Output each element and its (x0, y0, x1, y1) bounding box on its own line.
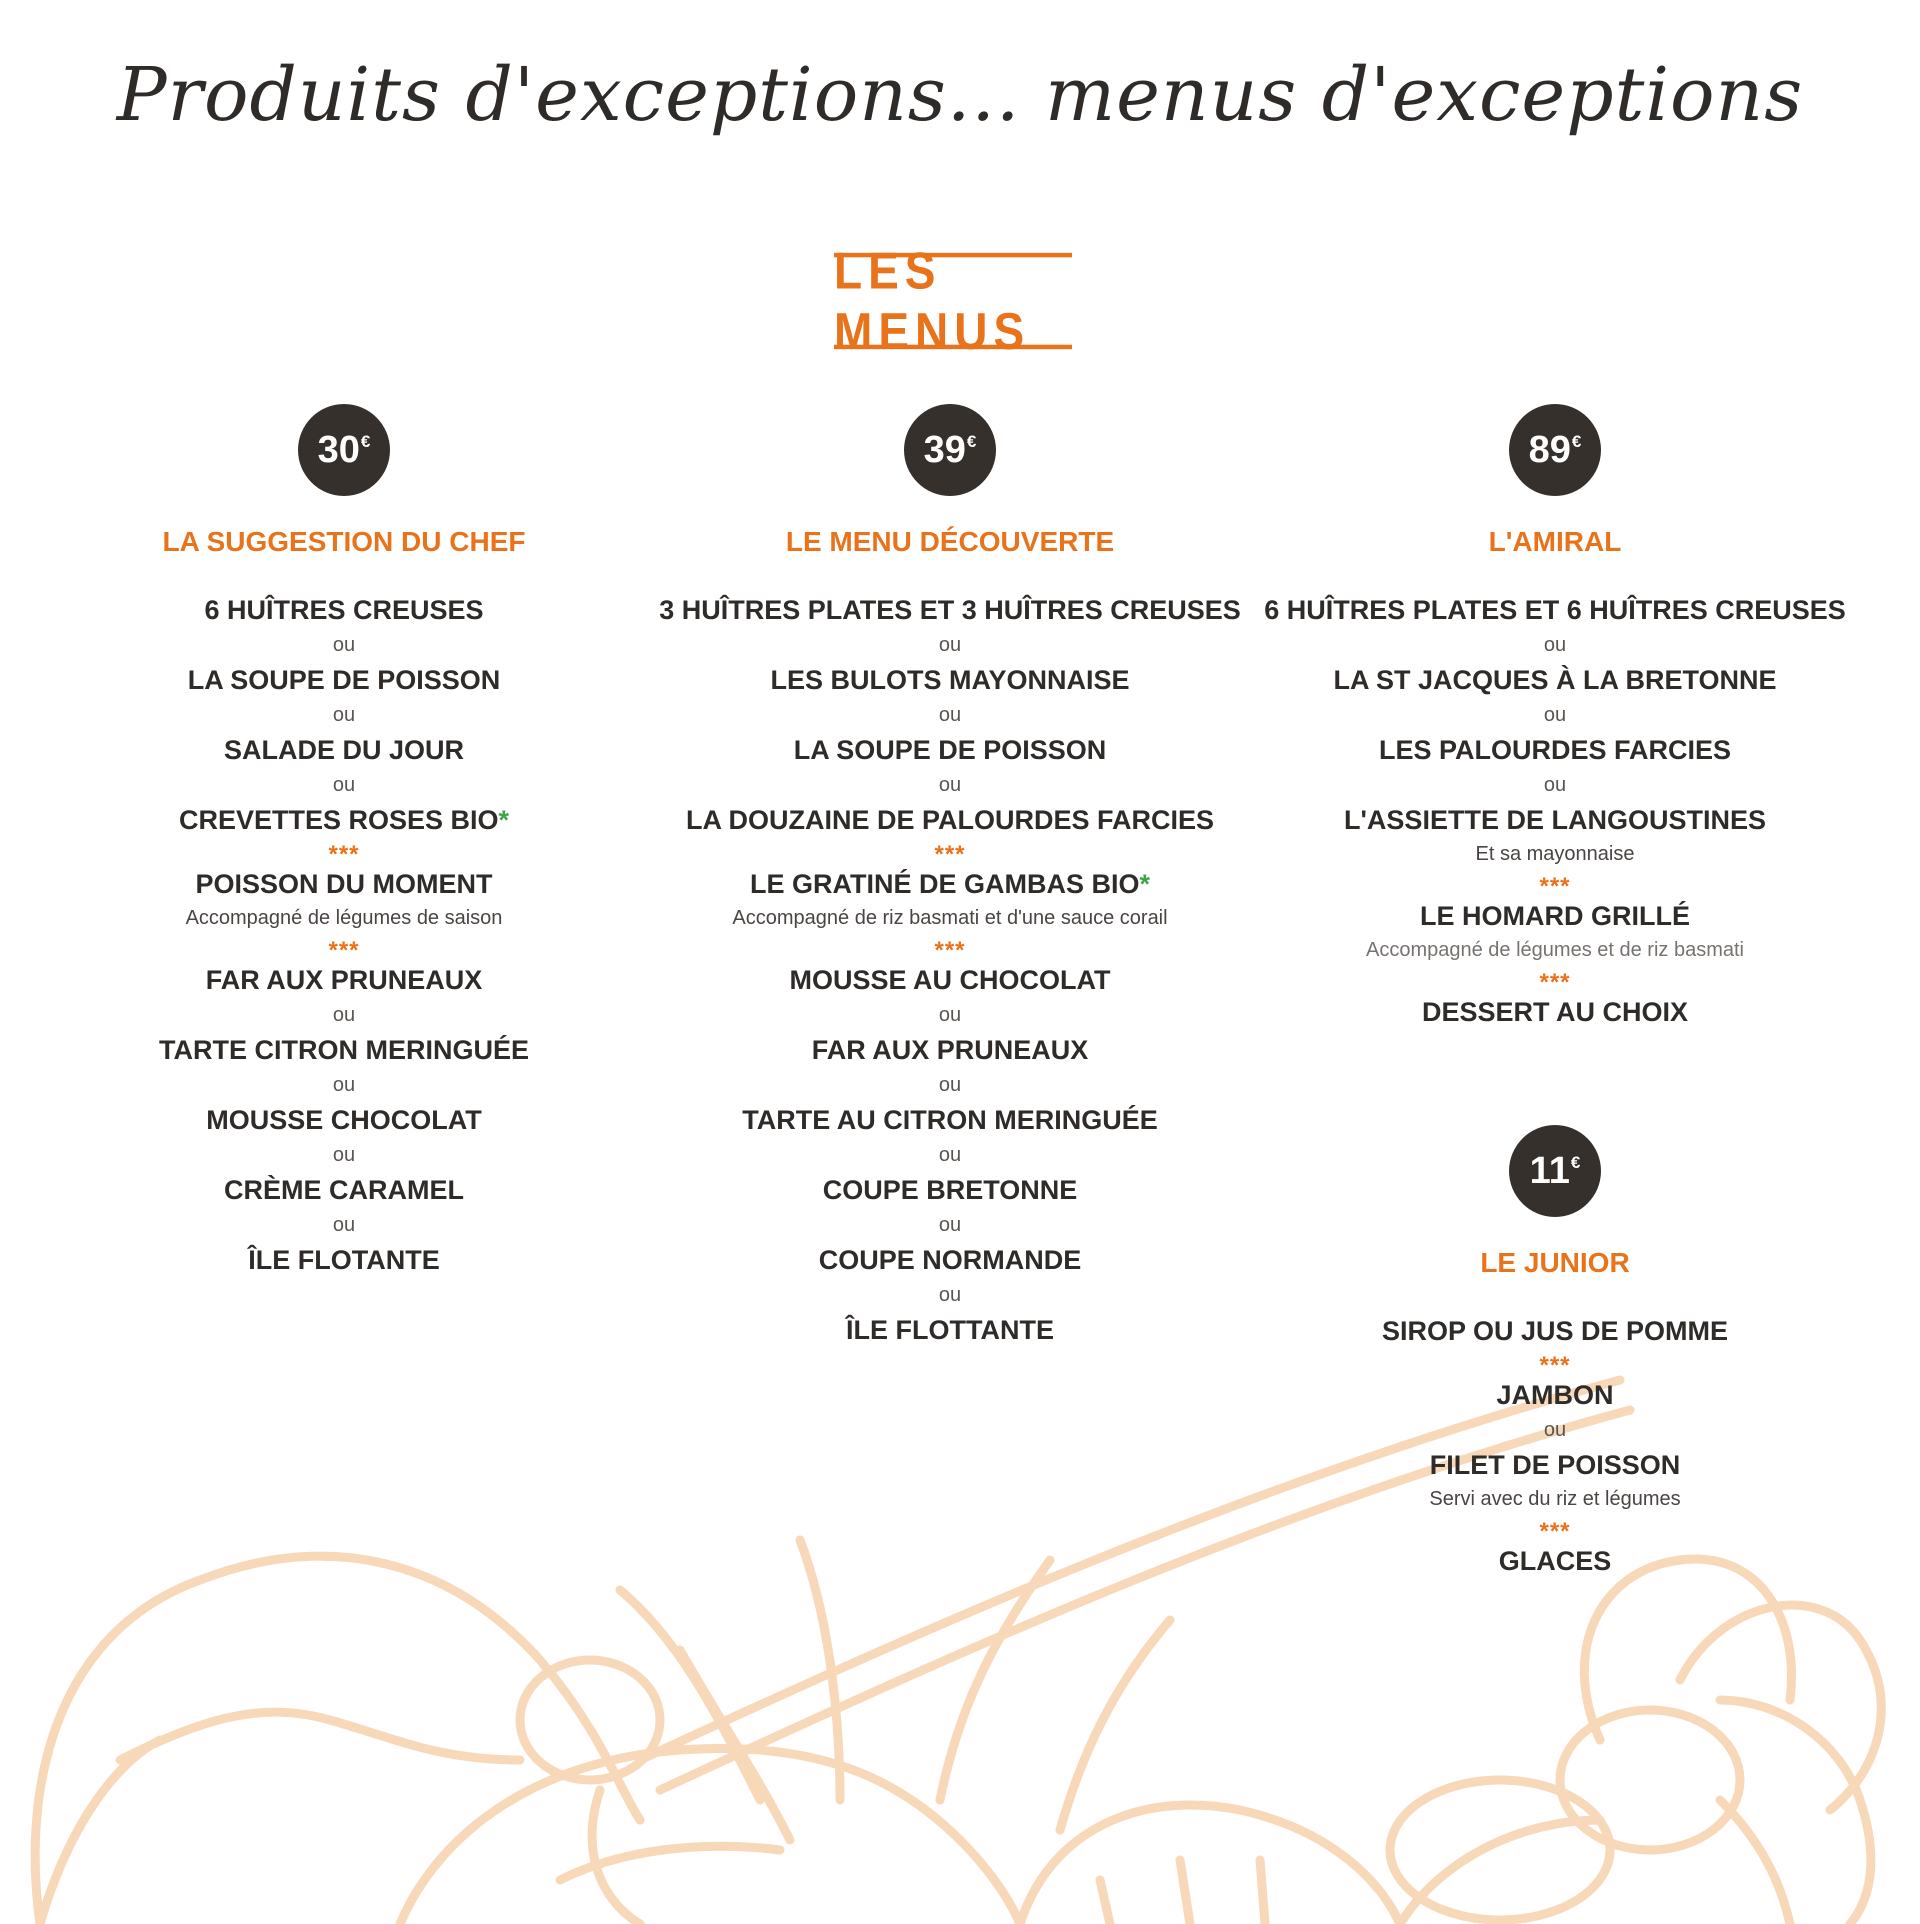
dish-item (1245, 1377, 1865, 1413)
price-badge (1509, 404, 1601, 496)
price-value: 89 (1528, 428, 1571, 471)
dish-name: L'ASSIETTE DE LANGOUSTINES (1344, 805, 1766, 835)
or-separator: ou (332, 1144, 356, 1166)
menu-lines (640, 592, 1260, 1348)
dish-name: 6 HUÎTRES CREUSES (204, 595, 484, 625)
price-badge (298, 404, 390, 496)
dish-item (640, 592, 1260, 628)
dish-item (1245, 1543, 1865, 1579)
dish-name: COUPE BRETONNE (822, 1175, 1078, 1205)
price-badge (904, 404, 996, 496)
currency-symbol: € (1570, 1153, 1581, 1172)
dish-name: MOUSSE AU CHOCOLAT (789, 965, 1111, 995)
menu-lines (34, 592, 654, 1278)
currency-symbol: € (966, 432, 977, 451)
dish-name: LE HOMARD GRILLÉ (1420, 901, 1690, 931)
dish-name: MOUSSE CHOCOLAT (206, 1105, 482, 1135)
dish-item (1245, 592, 1865, 628)
dish-item (1245, 662, 1865, 698)
dish-item (1245, 732, 1865, 768)
organic-asterisk: * (498, 805, 510, 835)
dish-name: SALADE DU JOUR (223, 735, 465, 765)
menu-column (1245, 1125, 1865, 1579)
or-separator: ou (332, 774, 356, 796)
dish-item (34, 662, 654, 698)
menu-title: LE MENU DÉCOUVERTE (785, 526, 1115, 557)
dish-name: CRÈME CARAMEL (224, 1175, 464, 1205)
or-separator: ou (1543, 704, 1567, 726)
dish-note: Accompagné de légumes de saison (185, 907, 503, 929)
or-separator: ou (938, 704, 962, 726)
dish-name: FAR AUX PRUNEAUX (811, 1035, 1089, 1065)
dish-name: GLACES (1498, 1546, 1612, 1576)
menu-lines (1245, 592, 1865, 1030)
dish-name: LE GRATINÉ DE GAMBAS BIO (749, 869, 1140, 899)
menu-column (640, 404, 1260, 1348)
dish-name: 3 HUÎTRES PLATES ET 3 HUÎTRES CREUSES (659, 595, 1241, 625)
or-separator: ou (1543, 634, 1567, 656)
menu-title: L'AMIRAL (1488, 526, 1622, 557)
course-separator: *** (328, 841, 360, 868)
dish-item (34, 802, 654, 838)
dish-name: FILET DE POISSON (1429, 1450, 1681, 1480)
dish-name: TARTE CITRON MERINGUÉE (159, 1035, 529, 1065)
dish-item (640, 802, 1260, 838)
course-separator: *** (1539, 1352, 1571, 1379)
price-value: 39 (923, 428, 966, 471)
or-separator: ou (1543, 774, 1567, 796)
dish-name: TARTE AU CITRON MERINGUÉE (742, 1105, 1158, 1135)
tagline: Produits d'exceptions... menus d'exceptions (116, 52, 1804, 138)
menu-title: LE JUNIOR (1480, 1247, 1630, 1278)
dish-note: Accompagné de légumes et de riz basmati (1366, 939, 1744, 961)
dish-name: LES BULOTS MAYONNAISE (770, 665, 1130, 695)
menu-lines (1245, 1313, 1865, 1579)
or-separator: ou (938, 1214, 962, 1236)
or-separator: ou (332, 1004, 356, 1026)
dish-item (1245, 898, 1865, 934)
organic-asterisk: * (1139, 869, 1151, 899)
dish-item (640, 1102, 1260, 1138)
or-separator: ou (332, 704, 356, 726)
or-separator: ou (938, 1144, 962, 1166)
dish-name: LA SOUPE DE POISSON (187, 665, 501, 695)
or-separator: ou (938, 1004, 962, 1026)
course-separator: *** (1539, 1518, 1571, 1545)
dish-name: DESSERT AU CHOIX (1421, 997, 1689, 1027)
dish-item (34, 866, 654, 902)
menu-column (1245, 404, 1865, 1030)
dish-item (640, 962, 1260, 998)
dish-name: LES PALOURDES FARCIES (1378, 735, 1732, 765)
course-separator: *** (934, 841, 966, 868)
dish-item (1245, 1447, 1865, 1483)
dish-name: FAR AUX PRUNEAUX (205, 965, 483, 995)
dish-name: COUPE NORMANDE (818, 1245, 1082, 1275)
dish-name: CREVETTES ROSES BIO (178, 805, 499, 835)
dish-item (34, 592, 654, 628)
price-value: 30 (317, 428, 360, 471)
menu-column (34, 404, 654, 1278)
dish-item (640, 1172, 1260, 1208)
or-separator: ou (1543, 1419, 1567, 1441)
price-value: 11 (1529, 1149, 1570, 1192)
dish-name: POISSON DU MOMENT (195, 869, 493, 899)
or-separator: ou (938, 634, 962, 656)
course-separator: *** (934, 937, 966, 964)
dish-name: LA DOUZAINE DE PALOURDES FARCIES (685, 805, 1215, 835)
price-badge (1509, 1125, 1601, 1217)
menus-heading: LES MENUS (834, 253, 1072, 349)
dish-item (34, 1172, 654, 1208)
or-separator: ou (938, 1074, 962, 1096)
currency-symbol: € (1571, 432, 1582, 451)
dish-item (34, 1102, 654, 1138)
dish-item (640, 662, 1260, 698)
currency-symbol: € (360, 432, 371, 451)
menu-title: LA SUGGESTION DU CHEF (162, 526, 526, 557)
dish-name: SIROP OU JUS DE POMME (1381, 1316, 1729, 1346)
or-separator: ou (332, 1074, 356, 1096)
dish-name: ÎLE FLOTTANTE (846, 1315, 1054, 1345)
dish-name: 6 HUÎTRES PLATES ET 6 HUÎTRES CREUSES (1264, 595, 1846, 625)
dish-item (34, 962, 654, 998)
dish-item (34, 1032, 654, 1068)
or-separator: ou (332, 634, 356, 656)
dish-item (640, 1312, 1260, 1348)
dish-item (1245, 1313, 1865, 1349)
dish-item (640, 732, 1260, 768)
dish-note: Et sa mayonnaise (1475, 843, 1635, 865)
dish-note: Accompagné de riz basmati et d'une sauce corail (732, 907, 1168, 929)
dish-item (34, 1242, 654, 1278)
dish-item (34, 732, 654, 768)
or-separator: ou (938, 1284, 962, 1306)
course-separator: *** (328, 937, 360, 964)
or-separator: ou (332, 1214, 356, 1236)
dish-item (1245, 802, 1865, 838)
dish-name: ÎLE FLOTANTE (248, 1245, 440, 1275)
dish-item (640, 866, 1260, 902)
dish-item (640, 1242, 1260, 1278)
dish-name: LA ST JACQUES À LA BRETONNE (1333, 665, 1777, 695)
or-separator: ou (938, 774, 962, 796)
dish-note: Servi avec du riz et légumes (1429, 1488, 1681, 1510)
course-separator: *** (1539, 969, 1571, 996)
dish-name: JAMBON (1496, 1380, 1614, 1410)
dish-name: LA SOUPE DE POISSON (793, 735, 1107, 765)
dish-item (640, 1032, 1260, 1068)
course-separator: *** (1539, 873, 1571, 900)
dish-item (1245, 994, 1865, 1030)
